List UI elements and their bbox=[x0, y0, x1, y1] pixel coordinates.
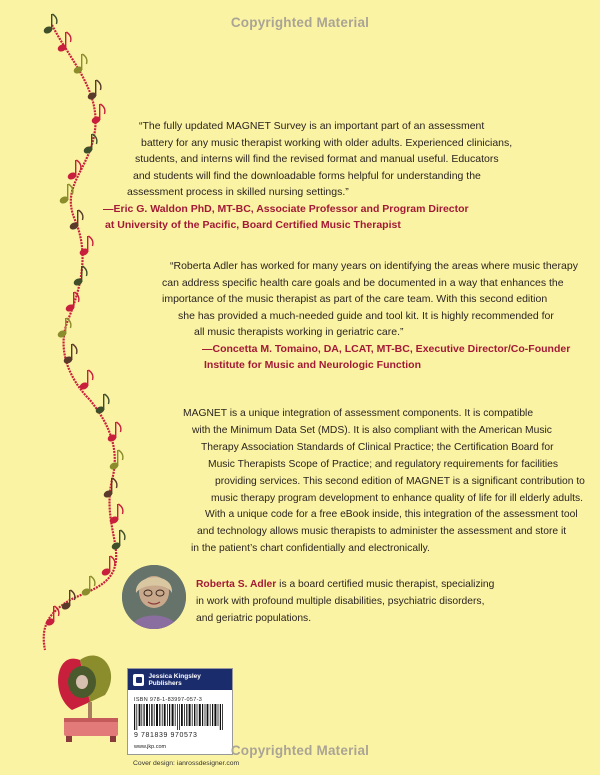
isbn-barcode-panel bbox=[127, 668, 233, 755]
quote-attribution: at University of the Pacific, Board Certified Music Therapist bbox=[105, 219, 401, 231]
author-photo bbox=[122, 565, 186, 629]
description-line: Therapy Association Standards of Clinical Practice; the Certification Board for bbox=[201, 441, 554, 453]
quote-tomaino bbox=[162, 258, 578, 374]
quote-line: all music therapists working in geriatric care.” bbox=[194, 326, 404, 338]
isbn-label: ISBN 978-1-83997-057-3 bbox=[134, 697, 203, 703]
description-line: music therapy program development to enhance quality of life for ill elderly adults. bbox=[211, 492, 584, 504]
cover-design-credit: Cover design: ianrossdesigner.com bbox=[133, 760, 240, 767]
quote-attribution: Institute for Music and Neurologic Function bbox=[204, 359, 421, 371]
publisher-url: www.jkp.com bbox=[134, 744, 167, 750]
description-line: MAGNET is a unique integration of assessment components. It is compatible bbox=[183, 408, 534, 419]
quote-line: she has provided a much-needed guide and tool kit. It is highly recommended for bbox=[178, 309, 554, 322]
quote-attribution: —Eric G. Waldon PhD, MT-BC, Associate Professor and Program Director bbox=[103, 202, 469, 215]
description-line: with the Minimum Data Set (MDS). It is also compliant with the American Music bbox=[192, 424, 552, 436]
copyright-watermark-bottom: Copyrighted Material bbox=[230, 743, 370, 758]
publisher-name: Jessica Kingsley Publishers bbox=[148, 672, 201, 687]
publisher-logo-bar bbox=[128, 669, 232, 690]
author-bio-line: in work with profound multiple disabilities, psychiatric disorders, bbox=[196, 596, 485, 607]
copyright-watermark-top: Copyrighted Material bbox=[230, 15, 370, 30]
description-line: Music Therapists Scope of Practice; and regulatory requirements for facilities bbox=[208, 458, 559, 470]
quote-line: importance of the music therapist as part of the care team. With this second edition bbox=[162, 293, 548, 305]
description-line: providing services. This second edition of MAGNET is a significant contribution to bbox=[215, 475, 585, 487]
quote-line: assessment process in skilled nursing settings.” bbox=[127, 186, 349, 198]
book-description bbox=[183, 406, 585, 558]
music-notes-ribbon-icon bbox=[0, 0, 140, 700]
quote-line: and students will find the downloadable forms helpful for understanding the bbox=[133, 169, 481, 182]
quote-line: students, and interns will find the revised format and manual useful. Educators bbox=[135, 153, 499, 165]
quote-attribution: —Concetta M. Tomaino, DA, LCAT, MT-BC, Executive Director/Co-Founder bbox=[202, 342, 571, 355]
author-bio-line: and geriatric populations. bbox=[196, 613, 312, 624]
publisher-logo-icon bbox=[133, 674, 144, 686]
description-line: in the patient’s chart confidentially and electronically. bbox=[191, 543, 430, 555]
description-line: and technology allows music therapists to administer the assessment and store it bbox=[197, 526, 567, 538]
quote-line: “The fully updated MAGNET Survey is an important part of an assessment bbox=[139, 120, 485, 132]
quote-line: battery for any music therapist working with older adults. Experienced clinicians, bbox=[141, 136, 513, 149]
quote-line: “Roberta Adler has worked for many years on identifying the areas where music therapy bbox=[170, 260, 578, 272]
description-line: With a unique code for a free eBook inside, this integration of the assessment tool bbox=[205, 509, 578, 521]
gramophone-icon bbox=[50, 640, 130, 750]
author-bio bbox=[196, 576, 494, 627]
author-bio-line: is a board certified music therapist, specializing bbox=[276, 579, 495, 590]
isbn-number: 9 781839 970573 bbox=[134, 732, 198, 739]
quote-line: can address specific health care goals and be documented in a way that enhances the bbox=[162, 276, 564, 289]
quote-waldon bbox=[103, 118, 513, 234]
barcode-icon bbox=[134, 704, 226, 730]
author-name: Roberta S. Adler bbox=[196, 579, 277, 590]
